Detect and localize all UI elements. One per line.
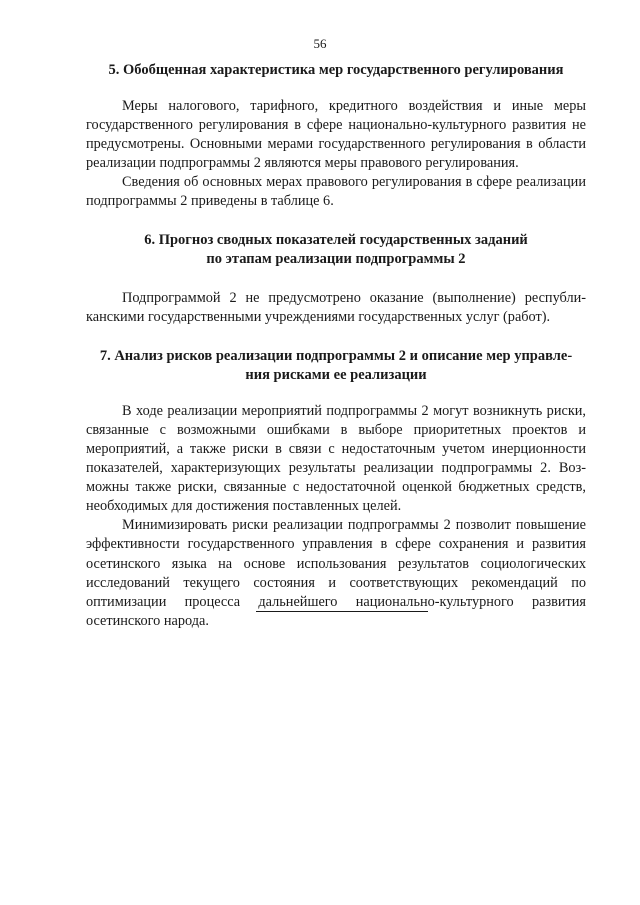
page-number: 56 [313, 36, 327, 51]
page-content [86, 61, 586, 631]
section-6-heading-line-2: по этапам реализации подпрограммы 2 [206, 250, 466, 267]
section-5-paragraph-2: Сведения об основных мерах правового регулирования в сфере реализации подпрограммы 2 приведены в таблице 6. [86, 174, 586, 210]
section-7-heading-line-1: 7. Анализ рисков реализации подпрограммы 2 и описание мер управле- [99, 347, 573, 364]
end-divider-line [256, 611, 428, 612]
section-7-paragraph-2: Минимизировать риски реализации подпрограммы 2 позволит повышение эффективности государственного управления в сфере сохранения и развития осетинского языка на основе использования результатов социологических исследований текущего состояния и соответствующих рекомендаций по оптимизации процесса дальнейшего национально-культурного развития осетинского народа. [86, 517, 586, 629]
section-5-heading: 5. Обобщенная характеристика мер государственного регулирования [108, 62, 564, 78]
section-7-paragraph-1: В ходе реализации мероприятий подпрограммы 2 могут возникнуть риски, связанные с возможными ошибками в выборе приоритетных проектов и мероприятий, а также риски в связи с недостаточным учетом инерционности показателей, характеризующих результаты реализации подпрограммы 2. Возможны также риски, связанные с недостаточной оценкой бюджетных средств, необходимых для достижения поставленных целей. [86, 402, 586, 515]
section-6-heading-line-1: 6. Прогноз сводных показателей государственных заданий [144, 231, 528, 248]
section-7-heading [86, 347, 586, 385]
section-7-heading-line-2: ния рисками ее реализации [245, 366, 427, 383]
section-6-paragraph-1: Подпрограммой 2 не предусмотрено оказание (выполнение) республиканскими государственными учреждениями государственных услуг (работ). [86, 289, 586, 325]
section-6-heading [86, 231, 586, 269]
section-5-paragraph-1: Меры налогового, тарифного, кредитного воздействия и иные меры государственного регулирования в сфере национально-культурного развития не предусмотрены. Основными мерами государственного регулирования в области реализации подпрограммы 2 являются меры правового регулирования. [86, 98, 586, 172]
